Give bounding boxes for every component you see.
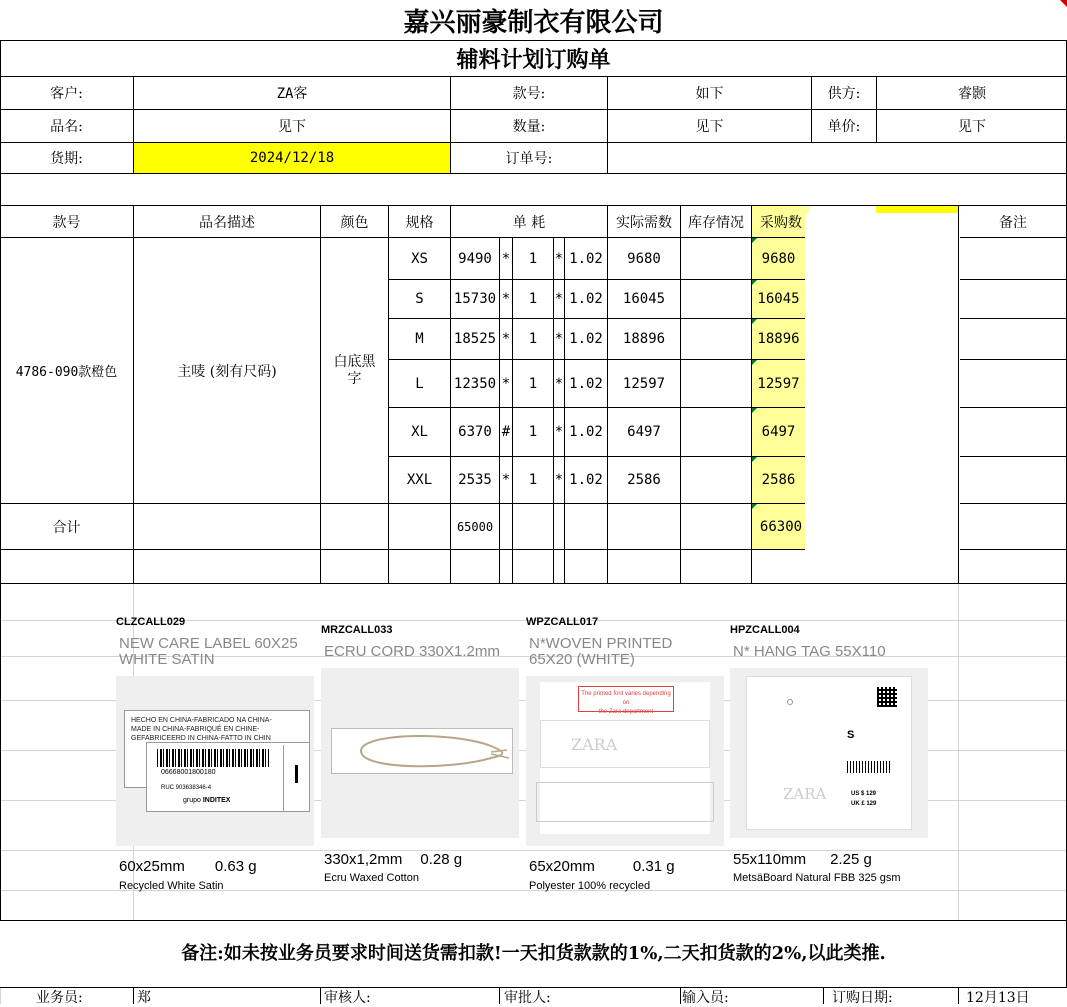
actual-need-cell: 9680 xyxy=(627,250,661,267)
cell-note-marker xyxy=(752,457,757,462)
woven-label-card xyxy=(540,682,710,834)
penalty-note: 备注:如未按业务员要求时间送货需扣款!一天扣货款款的1%,二天扣货款的2%,以此类推. xyxy=(181,943,886,964)
size-cell: XXL xyxy=(406,472,433,488)
description-cell: 主唛 (刻有尺码) xyxy=(177,363,277,380)
multiplier-cell: 1 xyxy=(528,424,538,440)
care-label-text: MADE IN CHINA-FABRIQUÉ EN CHINE- xyxy=(131,726,260,733)
header-unit-consumption: 单 耗 xyxy=(512,214,546,231)
operator-cell: * xyxy=(501,375,511,392)
operator-cell: * xyxy=(554,291,564,307)
card-size xyxy=(529,858,675,875)
border xyxy=(823,987,824,1004)
border xyxy=(553,237,554,583)
border xyxy=(960,503,1067,504)
punch-hole-icon xyxy=(787,699,793,705)
card-size xyxy=(733,851,872,868)
border xyxy=(0,109,1067,110)
border xyxy=(960,279,1067,280)
border xyxy=(0,503,805,504)
border xyxy=(389,407,805,408)
gridline xyxy=(0,850,1067,851)
border xyxy=(0,549,805,550)
card-size-value: 330x1,2mm xyxy=(324,851,403,868)
gridline xyxy=(958,583,959,920)
border xyxy=(811,76,812,142)
factor-cell: 1.02 xyxy=(569,291,603,307)
border xyxy=(0,76,1067,77)
card-material: MetsäBoard Natural FBB 325 gsm xyxy=(733,872,901,884)
border xyxy=(389,456,805,457)
border xyxy=(0,142,1067,143)
border xyxy=(0,583,1,920)
factor-cell: 1.02 xyxy=(569,250,603,267)
card-material: Ecru Waxed Cotton xyxy=(324,872,419,884)
header-style-no: 款号 xyxy=(52,214,81,231)
purchase-qty-cell: 16045 xyxy=(752,280,805,318)
border xyxy=(680,987,681,1004)
factor-cell: 1.02 xyxy=(569,375,603,392)
customer-value: ZA客 xyxy=(276,86,308,102)
cell-note-marker xyxy=(752,319,757,324)
qty-cell: 9490 xyxy=(458,250,492,267)
border xyxy=(607,205,608,583)
border xyxy=(0,237,805,238)
quantity-value: 见下 xyxy=(695,119,724,135)
form-title: 辅料计划订购单 xyxy=(456,46,611,73)
order-date-label: 订购日期: xyxy=(832,990,893,1006)
factor-cell: 1.02 xyxy=(569,424,603,440)
multiplier-cell: 1 xyxy=(528,331,538,347)
border xyxy=(0,583,1067,584)
reviewer-label: 审核人: xyxy=(324,990,371,1006)
supplier-value: 睿颢 xyxy=(958,86,986,102)
multiplier-cell: 1 xyxy=(528,250,538,267)
header-purchase-qty: 采购数 xyxy=(752,206,810,237)
fold-line xyxy=(283,745,284,811)
qty-cell: 18525 xyxy=(453,331,497,347)
border xyxy=(0,920,1067,921)
total-purchase: 66300 xyxy=(752,504,810,549)
card-size xyxy=(324,851,462,868)
factor-cell: 1.02 xyxy=(569,472,603,488)
border xyxy=(751,205,752,583)
card-code: MRZCALL033 xyxy=(321,624,393,636)
product-label: 品名: xyxy=(50,119,83,135)
print-note xyxy=(578,686,674,715)
operator-cell: * xyxy=(554,472,564,488)
us-price: US $ 129 xyxy=(851,791,877,797)
border xyxy=(133,987,134,1004)
border xyxy=(389,359,805,360)
border xyxy=(960,456,1067,457)
gridline xyxy=(0,988,1,1004)
actual-need-cell: 12597 xyxy=(622,375,666,392)
cell-note-marker xyxy=(752,280,757,285)
care-label-front xyxy=(146,742,310,812)
card-title: ECRU CORD 330X1.2mm xyxy=(324,643,500,660)
delivery-label: 货期: xyxy=(50,151,83,167)
border xyxy=(450,76,451,173)
border xyxy=(958,987,959,1004)
size-cell: L xyxy=(415,375,424,392)
border xyxy=(320,987,321,1004)
multiplier-cell: 1 xyxy=(528,291,538,307)
salesperson-value: 郑 xyxy=(137,990,151,1006)
total-label: 合计 xyxy=(52,519,81,536)
border xyxy=(0,205,1067,206)
card-title: NEW CARE LABEL 60X25 WHITE SATIN xyxy=(119,635,298,668)
woven-label-folded xyxy=(536,782,714,822)
woven-label-image xyxy=(526,676,724,846)
barcode-icon xyxy=(157,749,269,767)
size-cell: XS xyxy=(411,250,428,267)
border xyxy=(0,40,1067,41)
company-name: 嘉兴丽豪制衣有限公司 xyxy=(403,7,664,38)
customer-label: 客户: xyxy=(50,86,83,102)
operator-cell: * xyxy=(501,250,511,267)
size-cell: S xyxy=(415,291,424,307)
qty-cell: 15730 xyxy=(453,291,497,307)
barcode-icon xyxy=(847,761,891,773)
redacted-area xyxy=(805,213,960,583)
supplier-label: 供方: xyxy=(827,86,861,102)
border xyxy=(960,549,1067,550)
card-material: Polyester 100% recycled xyxy=(529,880,651,892)
operator-cell: # xyxy=(501,424,511,440)
quantity-label: 数量: xyxy=(512,119,546,135)
border xyxy=(0,173,1067,174)
border xyxy=(680,205,681,583)
border xyxy=(450,205,451,583)
header-color: 颜色 xyxy=(340,214,369,231)
border xyxy=(960,407,1067,408)
multiplier-cell: 1 xyxy=(528,472,538,488)
card-title: N*WOVEN PRINTED 65X20 (WHITE) xyxy=(529,635,673,668)
header-remark: 备注 xyxy=(999,214,1027,231)
care-label-text: GEFABRICEERD IN CHINA-FATTO IN CHIN xyxy=(131,735,271,742)
product-value: 见下 xyxy=(278,119,306,135)
purchase-qty-cell: 9680 xyxy=(752,238,805,279)
unit-price-value: 见下 xyxy=(958,119,986,135)
unit-price-label: 单价: xyxy=(827,119,861,135)
cell-note-marker xyxy=(752,504,757,509)
brand-logo xyxy=(183,797,230,804)
ruc-text: RUC 903638346-4 xyxy=(161,785,212,791)
multiplier-cell: 1 xyxy=(528,375,538,392)
border xyxy=(0,40,1,583)
delivery-date: 2024/12/18 xyxy=(134,143,450,173)
border xyxy=(389,318,805,319)
qty-cell: 2535 xyxy=(458,472,492,488)
border xyxy=(389,279,805,280)
border xyxy=(960,318,1067,319)
care-label-text: HECHO EN CHINA-FABRICADO NA CHINA- xyxy=(131,717,272,724)
comment-marker xyxy=(1060,0,1067,7)
print-note-line: The printed font varies depending on xyxy=(581,691,671,706)
qty-cell: 12350 xyxy=(453,375,497,392)
header-actual-need: 实际需数 xyxy=(616,214,672,231)
border xyxy=(133,76,134,173)
zara-logo: ZARA xyxy=(783,785,827,803)
card-weight: 0.31 g xyxy=(632,858,675,875)
order-no-label: 订单号: xyxy=(505,151,553,167)
order-date-value: 12月13日 xyxy=(966,990,1030,1006)
qty-cell: 6370 xyxy=(458,424,492,440)
actual-need-cell: 2586 xyxy=(627,472,661,488)
card-weight: 0.28 g xyxy=(420,851,463,868)
print-note-line: the Zara department xyxy=(598,709,654,715)
zara-logo: ZARA xyxy=(571,735,618,754)
uk-price: UK £ 129 xyxy=(851,801,877,807)
operator-cell: * xyxy=(554,331,564,347)
purchase-qty-cell: 2586 xyxy=(752,457,805,503)
operator-cell: * xyxy=(501,291,511,307)
size-cell: M xyxy=(415,331,424,347)
actual-need-cell: 18896 xyxy=(622,331,666,347)
cell-note-marker xyxy=(752,360,757,365)
cell-note-marker xyxy=(752,408,757,413)
style-no-label: 款号: xyxy=(512,86,546,102)
card-weight: 0.63 g xyxy=(214,858,257,875)
size-cell: XL xyxy=(411,424,428,440)
brand-prefix: grupo xyxy=(183,797,201,804)
hang-tag-image xyxy=(730,668,928,838)
salesperson-label: 业务员: xyxy=(36,990,83,1006)
card-size-value: 65x20mm xyxy=(529,858,595,875)
operator-cell: * xyxy=(501,331,511,347)
actual-need-cell: 6497 xyxy=(627,424,661,440)
care-label-image xyxy=(116,676,314,846)
factor-cell: 1.02 xyxy=(569,331,603,347)
card-size-value: 60x25mm xyxy=(119,858,185,875)
actual-need-cell: 16045 xyxy=(622,291,666,307)
style-no-value: 如下 xyxy=(695,86,724,102)
card-code: CLZCALL029 xyxy=(116,616,186,628)
border xyxy=(320,205,321,583)
border xyxy=(876,76,877,142)
operator-cell: * xyxy=(554,375,564,392)
size-bar xyxy=(295,765,298,783)
border xyxy=(499,237,500,583)
brand-name: INDITEX xyxy=(202,797,231,804)
operator-cell: * xyxy=(554,250,564,267)
barcode-number: 06668001800180 xyxy=(161,769,216,776)
cord-image xyxy=(321,668,519,838)
cord-icon xyxy=(331,728,513,774)
purchase-qty-cell: 6497 xyxy=(752,408,805,456)
card-weight: 2.25 g xyxy=(830,851,872,868)
total-qty: 65000 xyxy=(456,519,494,534)
hang-tag-card xyxy=(746,676,912,830)
purchase-qty-cell: 18896 xyxy=(752,319,805,359)
card-title: N* HANG TAG 55X110 xyxy=(733,643,886,660)
card-size-value: 55x110mm xyxy=(733,851,807,868)
woven-label-strip xyxy=(540,720,710,768)
operator-cell: * xyxy=(554,424,564,440)
cell-note-marker xyxy=(752,238,757,243)
header-spec: 规格 xyxy=(405,214,434,231)
size-letter: S xyxy=(847,729,855,741)
border xyxy=(958,205,959,583)
card-code: HPZCALL004 xyxy=(730,624,800,636)
color-cell: 白底黑字 xyxy=(333,353,376,387)
border xyxy=(499,987,500,1004)
approver-label: 审批人: xyxy=(504,990,551,1006)
qr-code-icon xyxy=(877,687,897,707)
card-material: Recycled White Satin xyxy=(119,880,224,892)
card-size xyxy=(119,858,257,875)
header-stock: 库存情况 xyxy=(688,214,744,231)
border xyxy=(607,76,608,173)
border xyxy=(564,237,565,583)
style-no-cell: 4786-090款橙色 xyxy=(15,365,118,380)
border xyxy=(133,205,134,583)
border xyxy=(388,205,389,583)
card-code: WPZCALL017 xyxy=(526,616,599,628)
input-clerk-label: 输入员: xyxy=(682,990,729,1006)
border xyxy=(512,237,513,583)
header-description: 品名描述 xyxy=(199,214,255,231)
operator-cell: * xyxy=(501,472,511,488)
border xyxy=(960,237,1067,238)
border xyxy=(960,359,1067,360)
purchase-qty-cell: 12597 xyxy=(752,360,805,407)
